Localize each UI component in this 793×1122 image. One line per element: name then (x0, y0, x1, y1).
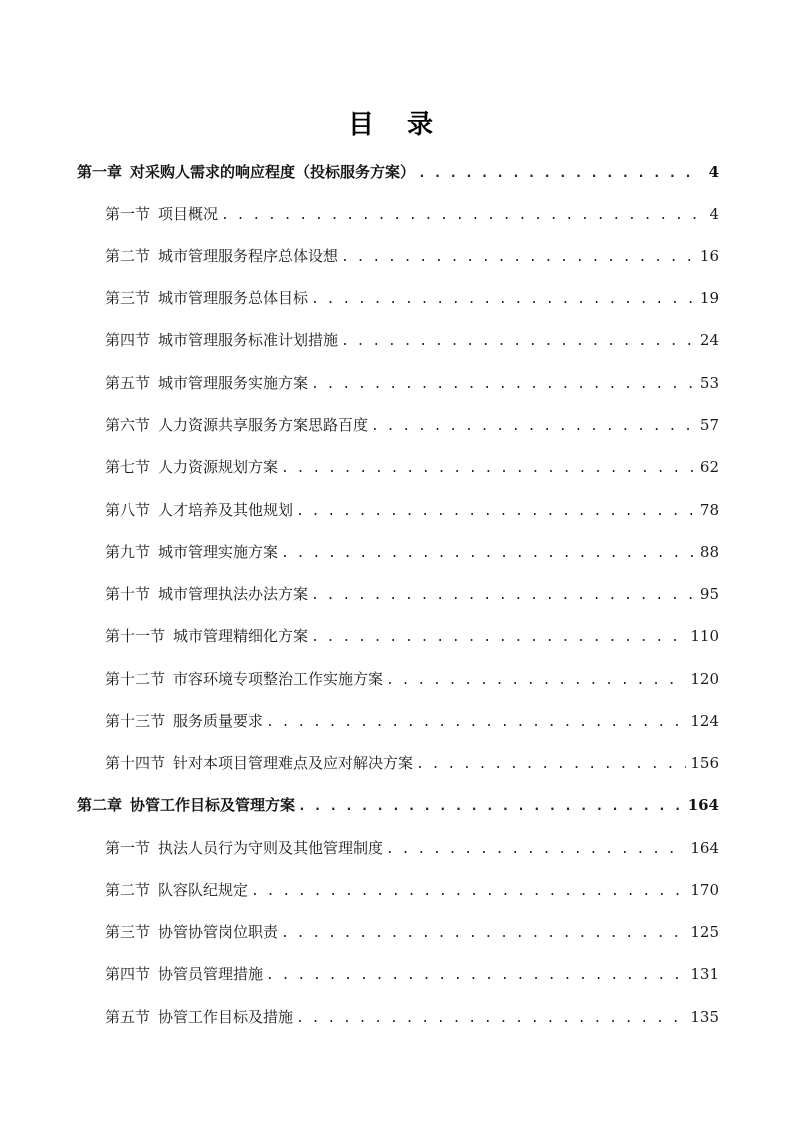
toc-entry-number: 第七节 (105, 458, 151, 476)
toc-page-number: 125 (690, 923, 719, 941)
toc-entry-number: 第十一节 (105, 627, 166, 645)
toc-chapter-entry[interactable] (77, 160, 719, 184)
toc-page-number: 170 (690, 881, 719, 899)
toc-page-number: 62 (699, 458, 719, 476)
toc-page-number: 78 (699, 501, 719, 519)
toc-entry-number: 第二章 (77, 796, 123, 814)
toc-entry-text: 人力资源共享服务方案思路百度 (158, 416, 369, 434)
toc-entry-label (105, 1005, 293, 1029)
toc-dot-leader (341, 246, 696, 268)
toc-entry-number: 第十四节 (105, 754, 166, 772)
toc-entry-label (105, 540, 278, 564)
toc-entry-number: 第九节 (105, 543, 151, 561)
toc-title: 目 录 (347, 110, 446, 141)
toc-page-number: 4 (708, 163, 719, 181)
toc-entry-number: 第十节 (105, 585, 151, 603)
toc-page-number: 88 (699, 543, 719, 561)
toc-dot-leader (296, 500, 696, 522)
toc-entry-label (105, 667, 383, 691)
toc-entry-label (105, 202, 218, 226)
toc-entry-text: 执法人员行为守则及其他管理制度 (158, 839, 384, 857)
toc-dot-leader (386, 838, 686, 860)
toc-section-entry[interactable] (105, 244, 719, 268)
toc-page-number: 53 (699, 374, 719, 392)
toc-section-entry[interactable] (105, 582, 719, 606)
toc-entry-label (105, 498, 293, 522)
toc-page-number: 24 (699, 331, 719, 349)
toc-section-entry[interactable] (105, 751, 719, 775)
toc-entry-number: 第十三节 (105, 712, 166, 730)
toc-entry-text: 协管工作目标及管理方案 (130, 796, 296, 814)
toc-section-entry[interactable] (105, 836, 719, 860)
toc-entry-label (105, 455, 278, 479)
toc-dot-leader (371, 415, 696, 437)
toc-section-entry[interactable] (105, 202, 719, 226)
toc-page-number: 95 (699, 585, 719, 603)
toc-entry-text: 队容队纪规定 (158, 881, 249, 899)
toc-entry-number: 第四节 (105, 331, 151, 349)
toc-section-entry[interactable] (105, 455, 719, 479)
toc-entry-text: 城市管理服务实施方案 (158, 374, 309, 392)
toc-entry-label (105, 328, 338, 352)
toc-entry-label (105, 582, 308, 606)
toc-entry-number: 第五节 (105, 1008, 151, 1026)
toc-entry-label (105, 751, 413, 775)
toc-entry-number: 第一节 (105, 839, 151, 857)
toc-page-number: 4 (709, 205, 719, 223)
toc-page-number: 156 (690, 754, 719, 772)
toc-section-entry[interactable] (105, 962, 719, 986)
toc-entry-number: 第一节 (105, 205, 151, 223)
toc-entry-label (105, 878, 248, 902)
toc-entry-text: 人才培养及其他规划 (158, 501, 294, 519)
toc-entry-text: 城市管理服务程序总体设想 (158, 247, 339, 265)
toc-entry-label (77, 160, 415, 184)
toc-dot-leader (311, 584, 696, 606)
toc-section-entry[interactable] (105, 540, 719, 564)
toc-page-number: 164 (687, 796, 719, 814)
toc-section-entry[interactable] (105, 413, 719, 437)
toc-dot-leader (311, 373, 696, 395)
toc-section-entry[interactable] (105, 1005, 719, 1029)
toc-entry-text: 城市管理服务总体目标 (158, 289, 309, 307)
toc-page-number: 124 (690, 712, 719, 730)
toc-page-number: 16 (699, 247, 719, 265)
toc-section-entry[interactable] (105, 878, 719, 902)
toc-dot-leader (266, 964, 686, 986)
toc-dot-leader (386, 669, 686, 691)
toc-entry-text: 城市管理服务标准计划措施 (158, 331, 339, 349)
toc-entry-label (105, 962, 263, 986)
toc-chapter-entry[interactable] (77, 793, 719, 817)
toc-entry-number: 第四节 (105, 965, 151, 983)
toc-entry-text: 城市管理精细化方案 (173, 627, 309, 645)
toc-section-entry[interactable] (105, 286, 719, 310)
toc-page-number: 110 (690, 627, 719, 645)
toc-entry-number: 第十二节 (105, 670, 166, 688)
toc-entry-label (105, 286, 308, 310)
toc-entry-text: 市容环境专项整治工作实施方案 (173, 670, 384, 688)
toc-entry-text: 人力资源规划方案 (158, 458, 279, 476)
toc-entry-number: 第六节 (105, 416, 151, 434)
toc-entry-number: 第二节 (105, 247, 151, 265)
toc-section-entry[interactable] (105, 328, 719, 352)
toc-entry-text: 针对本项目管理难点及应对解决方案 (173, 754, 414, 772)
toc-entry-text: 对采购人需求的响应程度（投标服务方案） (130, 163, 416, 181)
toc-entry-text: 协管协管岗位职责 (158, 923, 279, 941)
toc-dot-leader (266, 711, 686, 733)
toc-entry-text: 协管员管理措施 (158, 965, 264, 983)
toc-entry-label (105, 624, 308, 648)
toc-entry-number: 第八节 (105, 501, 151, 519)
toc-entry-label (105, 244, 338, 268)
toc-page-number: 164 (690, 839, 719, 857)
toc-dot-leader (311, 626, 686, 648)
toc-dot-leader (281, 457, 696, 479)
toc-dot-leader (221, 204, 701, 226)
toc-page-number: 135 (690, 1008, 719, 1026)
toc-dot-leader (281, 922, 686, 944)
toc-page-number: 57 (699, 416, 719, 434)
toc-section-entry[interactable] (105, 709, 719, 733)
toc-entry-number: 第二节 (105, 881, 151, 899)
toc-section-entry[interactable] (105, 498, 719, 522)
toc-entry-text: 城市管理实施方案 (158, 543, 279, 561)
toc-entry-label (105, 836, 383, 860)
toc-section-entry[interactable] (105, 624, 719, 648)
toc-dot-leader (416, 753, 686, 775)
toc-dot-leader (251, 880, 686, 902)
toc-entry-number: 第三节 (105, 923, 151, 941)
toc-entry-number: 第一章 (77, 163, 123, 181)
toc-page-number: 120 (690, 670, 719, 688)
toc-page-number: 19 (699, 289, 719, 307)
toc-dot-leader (281, 542, 696, 564)
toc-section-entry[interactable] (105, 371, 719, 395)
toc-page-number: 131 (690, 965, 719, 983)
toc-dot-leader (311, 288, 696, 310)
toc-section-entry[interactable] (105, 920, 719, 944)
toc-entry-number: 第五节 (105, 374, 151, 392)
toc-entry-label (77, 793, 295, 817)
toc-entry-label (105, 920, 278, 944)
toc-entry-label (105, 413, 368, 437)
toc-entry-label (105, 709, 263, 733)
toc-entry-text: 协管工作目标及措施 (158, 1008, 294, 1026)
toc-entry-text: 服务质量要求 (173, 712, 264, 730)
toc-dot-leader (418, 162, 701, 184)
toc-entry-text: 城市管理执法办法方案 (158, 585, 309, 603)
toc-entry-number: 第三节 (105, 289, 151, 307)
toc-dot-leader (341, 330, 696, 352)
toc-dot-leader (298, 795, 684, 817)
toc-entry-label (105, 371, 308, 395)
toc-dot-leader (296, 1007, 686, 1029)
toc-entry-text: 项目概况 (158, 205, 219, 223)
toc-section-entry[interactable] (105, 667, 719, 691)
